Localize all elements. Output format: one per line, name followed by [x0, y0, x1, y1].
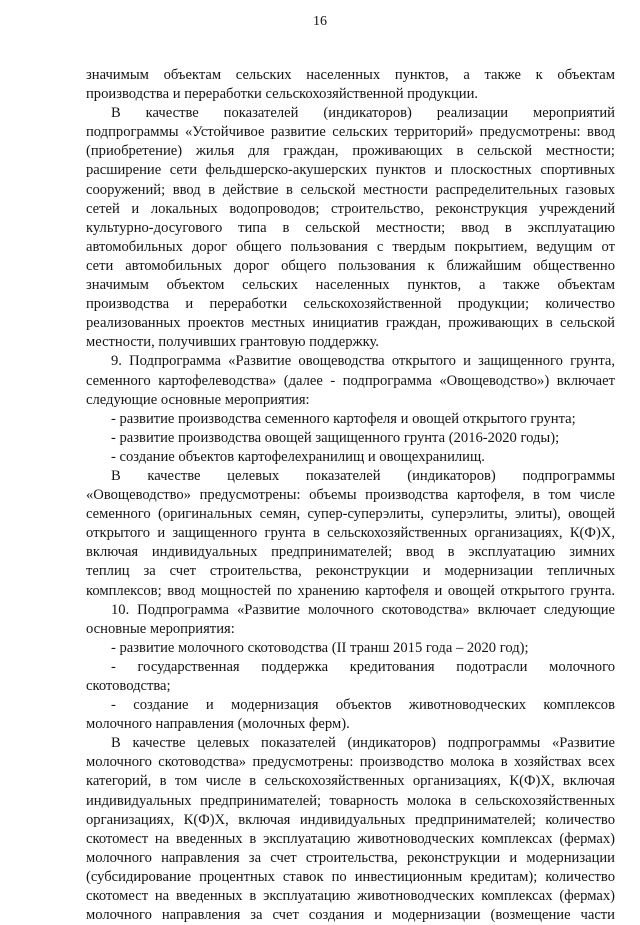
text-line: молочного направления (молочных ферм). [86, 716, 350, 733]
text-line: открытого и защищенного грунта в сельскохозяйственных организациях, К(Ф)Х, [86, 525, 615, 542]
text-line: включая индивидуальных предпринимателей; ввод в эксплуатацию зимних [86, 544, 615, 561]
text-line: В качестве показателей (индикаторов) реализации мероприятий [111, 105, 615, 122]
text-line: производства и переработки сельскохозяйственной продукции. [86, 86, 479, 103]
text-line: автомобильных дорог общего пользования с твердым покрытием, ведущим от [86, 238, 615, 255]
text-line: комплексов; ввод мощностей по хранению картофеля и овощей открытого грунта. [86, 582, 615, 599]
text-line: скотоводства; [86, 678, 171, 694]
text-line: производства и переработки сельскохозяйственной продукции; количество [86, 296, 615, 313]
text-line: подпрограммы «Устойчивое развитие сельских территорий» предусмотрены: ввод [86, 124, 615, 141]
text-line: основные мероприятия: [86, 620, 235, 637]
text-line: семенного (оригинальных семян, супер-суперэлиты, суперэлиты, элиты), овощей [86, 506, 615, 523]
text-line: «Овощеводство» предусмотрены: объемы производства картофеля, в том числе [86, 487, 615, 504]
text-line: культурно-досугового типа в сельской местности; ввод в эксплуатацию [86, 219, 615, 236]
text-line: скотомест на введенных в эксплуатацию животноводческих комплексах (фермах) [86, 830, 615, 847]
text-line: категорий, в том числе в сельскохозяйственных организациях, К(Ф)Х, включая [86, 773, 615, 790]
text-line: - развитие производства овощей защищенного грунта (2016-2020 годы); [111, 429, 560, 446]
text-line: сооружений; ввод в действие в сельской местности распределительных газовых [86, 181, 615, 198]
text-line: молочного направления за счет строительства, реконструкции и модернизации [86, 849, 615, 866]
text-line: - государственная поддержка кредитования подотрасли молочного [111, 658, 615, 675]
text-line: - создание и модернизация объектов животноводческих комплексов [111, 697, 615, 714]
text-line: скотомест на введенных в эксплуатацию животноводческих комплексах (фермах) [86, 888, 615, 905]
text-line: организациях, К(Ф)Х, включая индивидуальных предпринимателей; количество [86, 811, 615, 828]
text-line: сети автомобильных дорог общего пользования к ближайшим общественно [86, 257, 615, 274]
text-line: - развитие молочного скотоводства (II транш 2015 года – 2020 год); [111, 639, 529, 656]
text-line: 9. Подпрограмма «Развитие овощеводства открытого и защищенного грунта, [111, 353, 615, 370]
text-line: семенного картофелеводства» (далее - подпрограмма «Овощеводство») включает [86, 372, 615, 389]
text-line: В качестве целевых показателей (индикаторов) подпрограммы [111, 467, 615, 484]
document-body [86, 66, 615, 925]
text-line: В качестве целевых показателей (индикаторов) подпрограммы «Развитие [111, 735, 615, 752]
text-line: значимым объектом сельских населенных пунктов, а также объектам [86, 277, 615, 294]
text-line: теплиц за счет строительства, реконструкции и модернизации тепличных [86, 563, 615, 580]
text-line: расширение сети фельдшерско-акушерских пунктов и плоскостных спортивных [86, 162, 615, 179]
text-line: реализованных проектов местных инициатив граждан, проживающих в сельской [86, 315, 615, 332]
text-line: сетей и локальных водопроводов; строительство, реконструкция учреждений [86, 200, 615, 217]
text-line: - развитие производства семенного картофеля и овощей открытого грунта; [111, 410, 576, 427]
text-line: местности, получивших грантовую поддержку. [86, 334, 379, 351]
text-line: индивидуальных предпринимателей; товарность молока в сельскохозяйственных [86, 792, 615, 809]
text-line: - создание объектов картофелехранилищ и овощехранилищ. [111, 448, 485, 465]
text-line: (приобретение) жилья для граждан, проживающих в сельской местности; [86, 143, 615, 160]
text-line: молочного направления за счет создания и модернизации (возмещение части [86, 907, 615, 924]
page-number: 16 [313, 14, 327, 29]
text-line: (субсидирование процентных ставок по инвестиционным кредитам); количество [86, 868, 615, 885]
text-line: следующие основные мероприятия: [86, 391, 310, 408]
text-line: молочного скотоводства» предусмотрены: производство молока в хозяйствах всех [86, 754, 615, 771]
text-line: 10. Подпрограмма «Развитие молочного скотоводства» включает следующие [111, 601, 615, 618]
text-line: значимым объектам сельских населенных пунктов, а также к объектам [86, 67, 615, 83]
